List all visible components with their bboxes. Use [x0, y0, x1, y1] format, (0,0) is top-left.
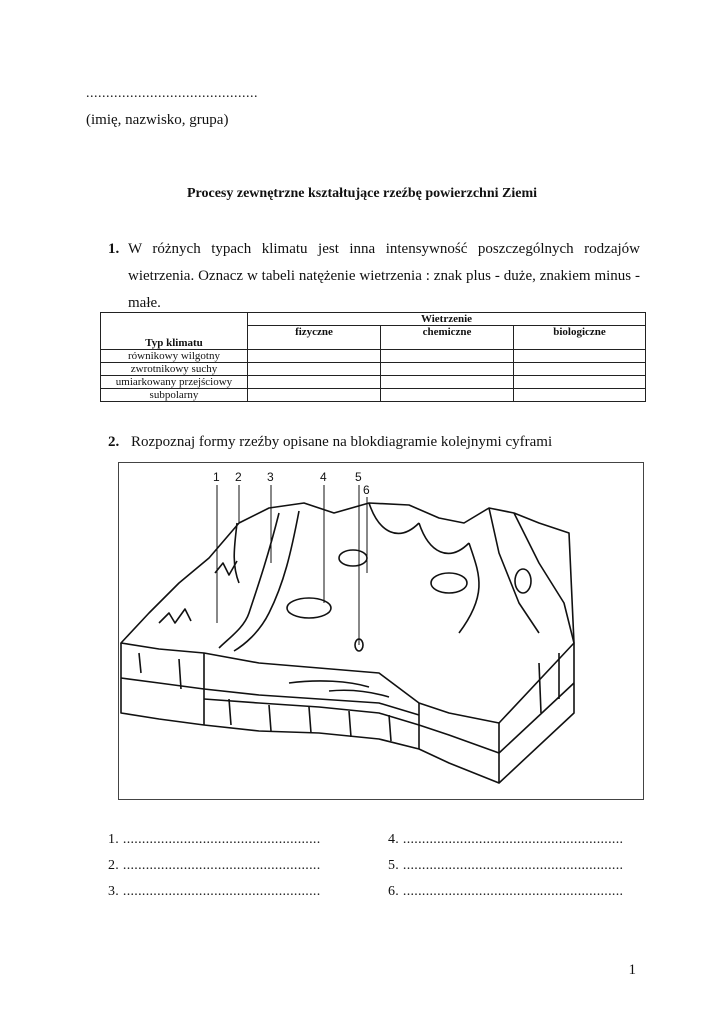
- answer-line-4[interactable]: 4. ..........................................................: [388, 832, 624, 847]
- table-cell[interactable]: [514, 389, 646, 402]
- block-diagram-drawing: [119, 463, 643, 799]
- diagram-label: 3: [267, 470, 274, 484]
- answer-line-2[interactable]: 2. ....................................................: [108, 858, 321, 873]
- table-row-label: umiarkowany przejściowy: [101, 376, 248, 389]
- question-1-number: 1.: [108, 241, 120, 257]
- diagram-label: 5: [355, 470, 362, 484]
- table-col-header: fizyczne: [248, 326, 381, 350]
- table-cell[interactable]: [514, 363, 646, 376]
- weathering-table: [100, 312, 646, 402]
- diagram-label: 1: [213, 470, 220, 484]
- question-1-text: W różnych typach klimatu jest inna intensywność poszczególnych rodzajów wietrzenia. Oznacz w tabeli natężenie wietrzenia : znak plus - duże, znakiem minus - małe.: [128, 241, 640, 311]
- table-cell[interactable]: [381, 363, 514, 376]
- table-col-header: biologiczne: [514, 326, 646, 350]
- diagram-label: 2: [235, 470, 242, 484]
- question-2-number: 2.: [108, 434, 120, 450]
- table-cell[interactable]: [248, 350, 381, 363]
- name-line: ...........................................: [86, 86, 258, 101]
- table-cell[interactable]: [248, 363, 381, 376]
- page-number: 1: [628, 962, 636, 978]
- table-row-label: zwrotnikowy suchy: [101, 363, 248, 376]
- answer-line-3[interactable]: 3. ....................................................: [108, 884, 321, 899]
- question-2: [108, 434, 552, 451]
- table-row: [101, 376, 646, 389]
- diagram-label: 4: [320, 470, 327, 484]
- table-row-header: Typ klimatu: [101, 313, 248, 350]
- answer-line-5[interactable]: 5. ..........................................................: [388, 858, 624, 873]
- question-1: [108, 236, 640, 317]
- karst-block-diagram: [118, 462, 644, 800]
- name-caption: (imię, nazwisko, grupa): [86, 112, 229, 128]
- table-cell[interactable]: [514, 376, 646, 389]
- table-col-header: chemiczne: [381, 326, 514, 350]
- table-cell[interactable]: [514, 350, 646, 363]
- answer-line-6[interactable]: 6. ..........................................................: [388, 884, 624, 899]
- table-row: [101, 389, 646, 402]
- table-row-label: subpolarny: [101, 389, 248, 402]
- question-2-text: Rozpoznaj formy rzeźby opisane na blokdiagramie kolejnymi cyframi: [131, 434, 553, 450]
- answer-line-1[interactable]: 1. ....................................................: [108, 832, 321, 847]
- page-title: Procesy zewnętrzne kształtujące rzeźbę powierzchni Ziemi: [186, 186, 537, 201]
- table-cell[interactable]: [248, 376, 381, 389]
- table-cell[interactable]: [381, 376, 514, 389]
- table-cell[interactable]: [381, 389, 514, 402]
- diagram-label: 6: [363, 483, 370, 497]
- table-cell[interactable]: [381, 350, 514, 363]
- table-group-header: Wietrzenie: [248, 313, 646, 326]
- table-row: [101, 363, 646, 376]
- table-cell[interactable]: [248, 389, 381, 402]
- table-row: [101, 350, 646, 363]
- table-row-label: równikowy wilgotny: [101, 350, 248, 363]
